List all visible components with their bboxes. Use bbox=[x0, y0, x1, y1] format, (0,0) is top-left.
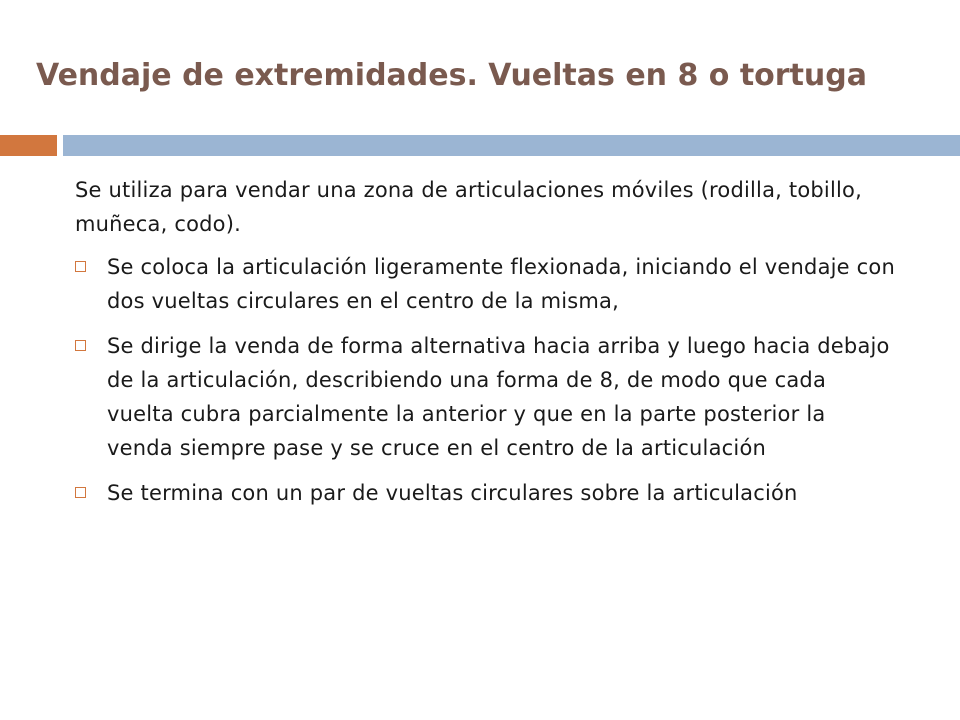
bullet-text: Se coloca la articulación ligeramente flexionada, iniciando el vendaje con dos vueltas circulares en el centro de la misma, bbox=[107, 255, 895, 313]
accent-bar-blue bbox=[63, 135, 960, 156]
bullet-item bbox=[75, 329, 895, 465]
bullet-text: Se dirige la venda de forma alternativa hacia arriba y luego hacia debajo de la articulación, describiendo una forma de 8, de modo que cada vuelta cubra parcialmente la anterior y que en la parte posterior la venda siempre pase y se cruce en el centro de la articulación bbox=[107, 334, 890, 460]
square-bullet-icon bbox=[75, 261, 86, 272]
intro-paragraph: Se utiliza para vendar una zona de articulaciones móviles (rodilla, tobillo, muñeca, codo). bbox=[75, 178, 862, 236]
square-bullet-icon bbox=[75, 340, 86, 351]
slide-body bbox=[75, 173, 895, 521]
bullet-list bbox=[75, 250, 895, 510]
bullet-item bbox=[75, 476, 895, 510]
accent-bar-orange bbox=[0, 135, 57, 156]
bullet-text: Se termina con un par de vueltas circulares sobre la articulación bbox=[107, 481, 798, 505]
slide-title: Vendaje de extremidades. Vueltas en 8 o tortuga bbox=[36, 58, 868, 93]
square-bullet-icon bbox=[75, 487, 86, 498]
bullet-item bbox=[75, 250, 895, 318]
